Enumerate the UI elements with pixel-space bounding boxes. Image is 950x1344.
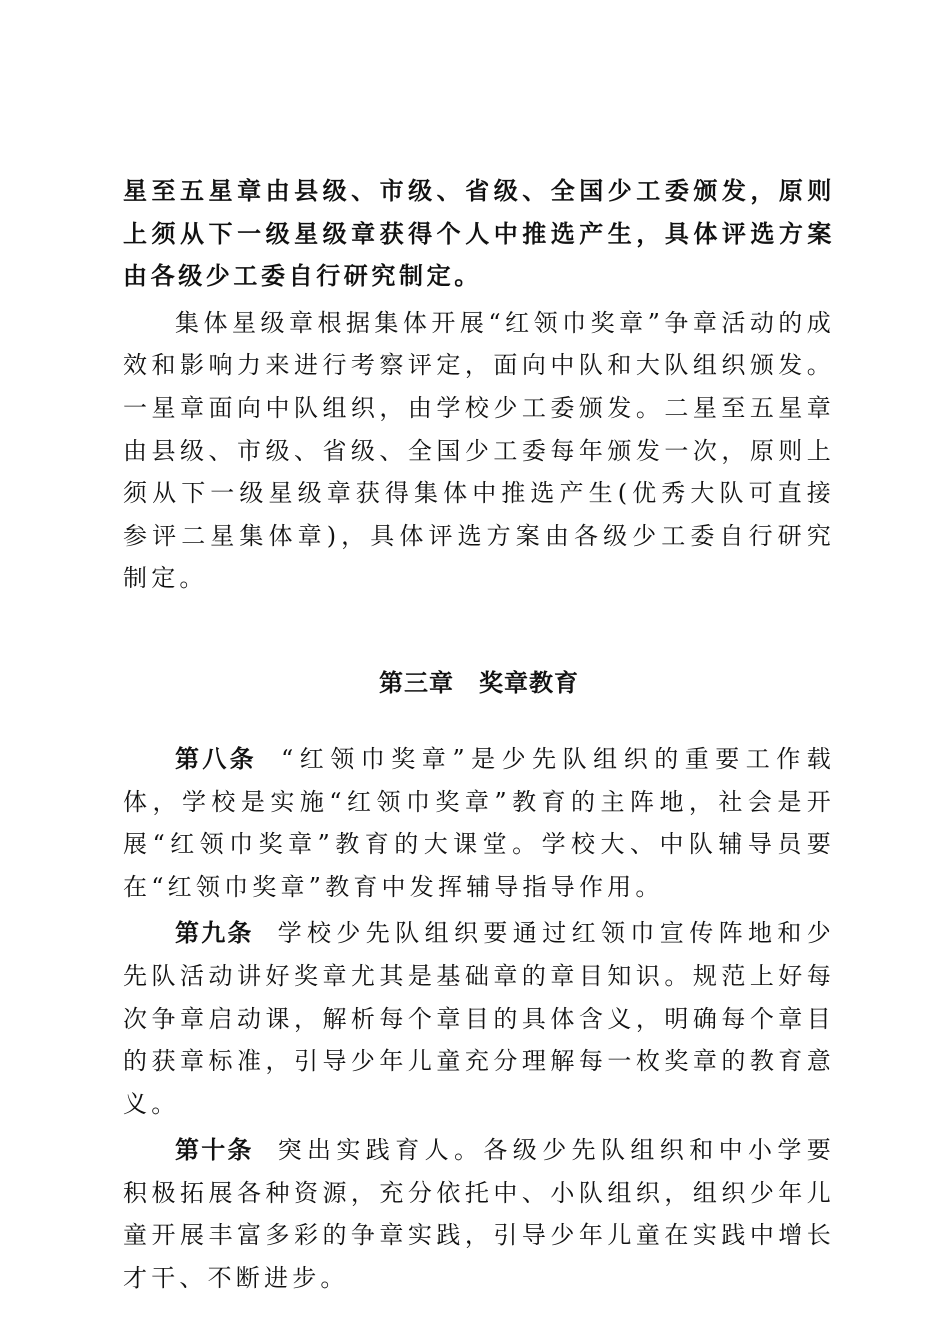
- document-page: [123, 170, 835, 1300]
- paragraph-individual-star-badge: 星至五星章由县级、市级、省级、全国少工委颁发，原则上须从下一级星级章获得个人中推选产生，具体评选方案由各级少工委自行研究制定。: [123, 177, 835, 291]
- article-9-label: 第九条: [175, 919, 254, 948]
- article-10-text: 突出实践育人。各级少先队组织和中小学要积极拓展各种资源，充分依托中、小队组织，组织少年儿童开展丰富多彩的争章实践，引导少年儿童在实践中增长才干、不断进步。: [123, 1136, 835, 1293]
- article-9-text: 学校少先队组织要通过红领巾宣传阵地和少先队活动讲好奖章尤其是基础章的章目知识。规范上好每次争章启动课，解析每个章目的具体含义，明确每个章目的获章标准，引导少年儿童充分理解每一枚奖章的教育意义。: [123, 919, 835, 1118]
- article-10: [123, 1129, 835, 1299]
- article-8-label: 第八条: [175, 744, 257, 773]
- article-9: [123, 912, 835, 1125]
- paragraph-collective-star-badge: 集体星级章根据集体开展“红领巾奖章”争章活动的成效和影响力来进行考察评定，面向中队和大队组织颁发。 一星章面向中队组织，由学校少工委颁发。二星至五星章由县级、市级、省级、全国少工委每年颁发一次，原则上须从下一级星级章获得集体中推选产生(优秀大队可直接参评二星集体章)，具体评选方案由各级少工委自行研究制定。: [123, 308, 835, 593]
- chapter-heading: 第三章 奖章教育: [379, 668, 579, 697]
- article-8: [123, 738, 835, 908]
- article-10-label: 第十条: [175, 1136, 254, 1165]
- article-8-text: “红领巾奖章”是少先队组织的重要工作载体，学校是实施“红领巾奖章”教育的主阵地，社会是开展“红领巾奖章”教育的大课堂。学校大、中队辅导员要在“红领巾奖章”教育中发挥辅导指导作用。: [123, 744, 835, 901]
